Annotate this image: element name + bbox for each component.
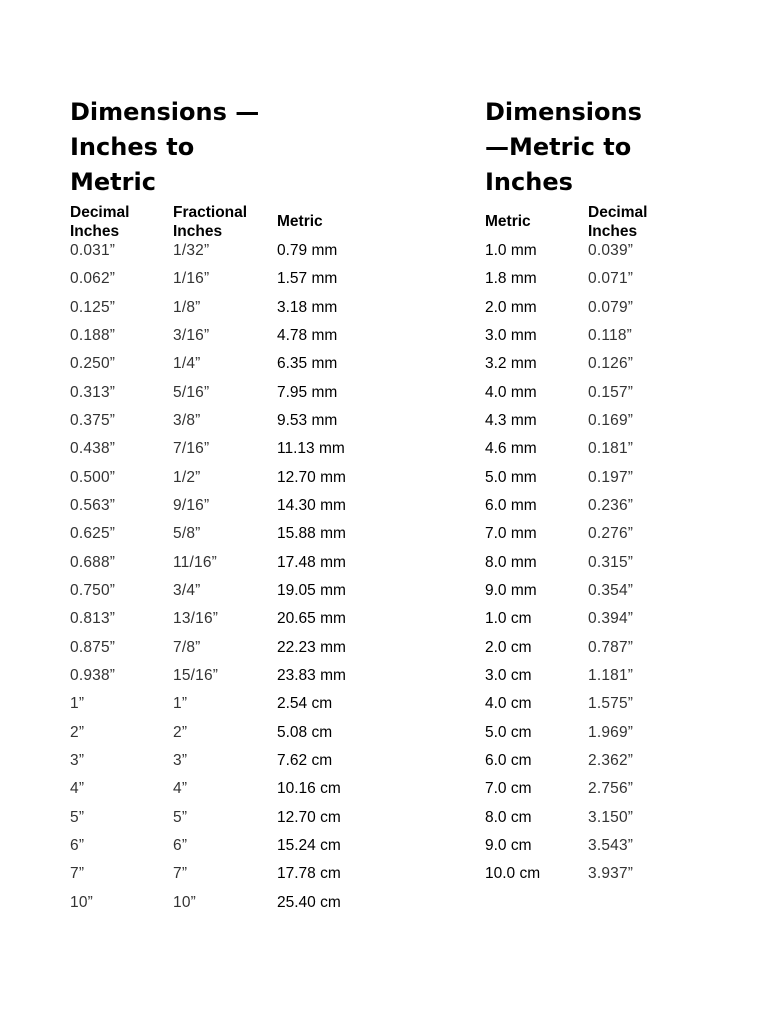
decimal-inches-cell: 0.118” [588, 326, 632, 344]
table-row [70, 667, 400, 695]
metric-cell: 8.0 cm [485, 808, 532, 826]
fractional-inches-cell: 3/8” [173, 411, 201, 429]
metric-cell: 15.24 cm [277, 836, 341, 854]
table-row [485, 752, 745, 780]
decimal-inches-cell: 0.197” [588, 468, 634, 486]
decimal-inches-cell: 5” [70, 808, 85, 826]
fractional-inches-cell: 5/16” [173, 383, 210, 401]
table-row [70, 639, 400, 667]
metric-cell: 3.0 cm [485, 666, 532, 684]
decimal-inches-cell: 0.875” [70, 638, 116, 656]
fractional-inches-cell: 4” [173, 780, 188, 798]
decimal-inches-cell: 7” [70, 865, 85, 883]
fractional-inches-cell: 1/16” [173, 270, 210, 288]
table-row [485, 667, 745, 695]
metric-cell: 4.6 mm [485, 440, 537, 458]
fractional-inches-cell: 3/16” [173, 326, 210, 344]
fractional-inches-cell: 2” [173, 723, 188, 741]
table-row [70, 610, 400, 638]
decimal-inches-cell: 1.181” [588, 666, 634, 684]
metric-cell: 17.48 mm [277, 553, 346, 571]
table-row [70, 724, 400, 752]
table-row [70, 299, 400, 327]
decimal-inches-cell: 2” [70, 723, 85, 741]
metric-cell: 3.18 mm [277, 298, 338, 316]
metric-to-inches-section [485, 95, 745, 894]
header-line: Inches [70, 223, 120, 240]
metric-cell: 10.16 cm [277, 780, 341, 798]
decimal-inches-cell: 0.375” [70, 411, 116, 429]
table-row [70, 469, 400, 497]
table-row [485, 242, 745, 270]
table-row [485, 525, 745, 553]
inches-to-metric-title [70, 95, 330, 200]
fractional-inches-cell: 7/8” [173, 638, 201, 656]
decimal-inches-cell: 3.937” [588, 865, 634, 883]
table-row [485, 809, 745, 837]
column-header-decimal-inches [70, 203, 129, 241]
decimal-inches-cell: 0.354” [588, 581, 634, 599]
decimal-inches-cell: 0.062” [70, 270, 116, 288]
decimal-inches-cell: 0.787” [588, 638, 634, 656]
metric-cell: 25.40 cm [277, 893, 341, 911]
fractional-inches-cell: 13/16” [173, 610, 219, 628]
table-row [70, 554, 400, 582]
decimal-inches-cell: 1” [70, 695, 85, 713]
metric-cell: 22.23 mm [277, 638, 346, 656]
decimal-inches-cell: 0.079” [588, 298, 634, 316]
metric-cell: 5.0 mm [485, 468, 537, 486]
table-row [485, 724, 745, 752]
header-line: Fractional [173, 204, 248, 221]
decimal-inches-cell: 0.315” [588, 553, 634, 571]
table-row [70, 780, 400, 808]
metric-cell: 17.78 cm [277, 865, 341, 883]
fractional-inches-cell: 7” [173, 865, 188, 883]
inches-to-metric-rows [70, 242, 400, 922]
metric-cell: 1.8 mm [485, 270, 537, 288]
decimal-inches-cell: 0.031” [70, 242, 116, 259]
fractional-inches-cell: 15/16” [173, 666, 219, 684]
metric-cell: 9.0 mm [485, 581, 537, 599]
metric-cell: 10.0 cm [485, 865, 541, 883]
decimal-inches-cell: 0.563” [70, 496, 116, 514]
metric-cell: 3.2 mm [485, 355, 537, 373]
table-row [485, 837, 745, 865]
metric-cell: 4.78 mm [277, 326, 338, 344]
table-row [485, 582, 745, 610]
fractional-inches-cell: 3/4” [173, 581, 201, 599]
table-row [70, 582, 400, 610]
decimal-inches-cell: 0.276” [588, 525, 634, 543]
decimal-inches-cell: 3.150” [588, 808, 634, 826]
decimal-inches-cell: 0.188” [70, 326, 116, 344]
header-line: Decimal [70, 204, 130, 221]
decimal-inches-cell: 0.126” [588, 355, 634, 373]
table-row [485, 299, 745, 327]
fractional-inches-cell: 9/16” [173, 496, 210, 514]
decimal-inches-cell: 0.181” [588, 440, 634, 458]
decimal-inches-cell: 0.625” [70, 525, 116, 543]
title-line: Metric [70, 168, 156, 196]
header-line: Inches [173, 223, 223, 240]
metric-cell: 1.0 cm [485, 610, 532, 628]
metric-cell: 2.0 mm [485, 298, 537, 316]
decimal-inches-cell: 2.756” [588, 780, 634, 798]
metric-cell: 7.62 cm [277, 751, 333, 769]
table-row [485, 469, 745, 497]
header-line: Inches [588, 223, 638, 240]
metric-cell: 1.0 mm [485, 242, 537, 259]
metric-cell: 7.0 mm [485, 525, 537, 543]
fractional-inches-cell: 1/2” [173, 468, 201, 486]
table-row [70, 384, 400, 412]
fractional-inches-cell: 5” [173, 808, 188, 826]
metric-cell: 8.0 mm [485, 553, 537, 571]
title-line: Inches to [70, 133, 195, 161]
table-header [485, 200, 745, 242]
table-row [70, 809, 400, 837]
decimal-inches-cell: 10” [70, 893, 94, 911]
fractional-inches-cell: 11/16” [173, 553, 217, 571]
fractional-inches-cell: 1” [173, 695, 188, 713]
fractional-inches-cell: 1/32” [173, 242, 210, 259]
table-row [70, 497, 400, 525]
metric-cell: 4.0 cm [485, 695, 532, 713]
inches-to-metric-section [70, 95, 400, 922]
metric-cell: 4.3 mm [485, 411, 537, 429]
table-row [485, 610, 745, 638]
table-row [70, 865, 400, 893]
table-row [70, 525, 400, 553]
table-row [485, 327, 745, 355]
table-row [485, 412, 745, 440]
metric-cell: 15.88 mm [277, 525, 346, 543]
metric-cell: 12.70 cm [277, 808, 341, 826]
table-row [70, 242, 400, 270]
table-row [485, 780, 745, 808]
metric-cell: 11.13 mm [277, 440, 345, 458]
table-row [485, 865, 745, 893]
metric-cell: 6.0 cm [485, 751, 532, 769]
table-row [485, 440, 745, 468]
table-row [485, 355, 745, 383]
title-line: Dimensions [485, 98, 642, 126]
fractional-inches-cell: 6” [173, 836, 188, 854]
metric-cell: 20.65 mm [277, 610, 346, 628]
fractional-inches-cell: 1/8” [173, 298, 201, 316]
title-line: —Metric to [485, 133, 632, 161]
decimal-inches-cell: 0.236” [588, 496, 634, 514]
table-row [70, 695, 400, 723]
table-row [485, 639, 745, 667]
decimal-inches-cell: 1.575” [588, 695, 634, 713]
metric-cell: 7.0 cm [485, 780, 532, 798]
fractional-inches-cell: 10” [173, 893, 197, 911]
decimal-inches-cell: 6” [70, 836, 85, 854]
metric-cell: 2.54 cm [277, 695, 333, 713]
decimal-inches-cell: 0.250” [70, 355, 116, 373]
table-row [485, 270, 745, 298]
metric-cell: 3.0 mm [485, 326, 537, 344]
metric-cell: 5.08 cm [277, 723, 333, 741]
metric-cell: 5.0 cm [485, 723, 532, 741]
decimal-inches-cell: 0.071” [588, 270, 634, 288]
fractional-inches-cell: 3” [173, 751, 188, 769]
metric-cell: 9.0 cm [485, 836, 532, 854]
table-row [70, 752, 400, 780]
table-row [70, 327, 400, 355]
decimal-inches-cell: 0.938” [70, 666, 116, 684]
metric-cell: 4.0 mm [485, 383, 537, 401]
decimal-inches-cell: 0.169” [588, 411, 634, 429]
table-row [70, 355, 400, 383]
decimal-inches-cell: 4” [70, 780, 85, 798]
metric-cell: 7.95 mm [277, 383, 338, 401]
fractional-inches-cell: 1/4” [173, 355, 201, 373]
decimal-inches-cell: 0.813” [70, 610, 116, 628]
decimal-inches-cell: 0.313” [70, 383, 116, 401]
metric-cell: 23.83 mm [277, 666, 346, 684]
metric-to-inches-rows [485, 242, 745, 894]
table-row [485, 554, 745, 582]
decimal-inches-cell: 0.500” [70, 468, 116, 486]
metric-to-inches-title [485, 95, 745, 200]
decimal-inches-cell: 1.969” [588, 723, 634, 741]
decimal-inches-cell: 3” [70, 751, 85, 769]
fractional-inches-cell: 5/8” [173, 525, 201, 543]
title-line: Inches [485, 168, 573, 196]
decimal-inches-cell: 2.362” [588, 751, 634, 769]
decimal-inches-cell: 0.125” [70, 298, 116, 316]
decimal-inches-cell: 0.039” [588, 242, 634, 259]
metric-cell: 14.30 mm [277, 496, 346, 514]
table-row [70, 837, 400, 865]
metric-cell: 2.0 cm [485, 638, 532, 656]
metric-cell: 6.0 mm [485, 496, 537, 514]
fractional-inches-cell: 7/16” [173, 440, 210, 458]
decimal-inches-cell: 0.394” [588, 610, 634, 628]
table-row [70, 440, 400, 468]
metric-cell: 9.53 mm [277, 411, 338, 429]
decimal-inches-cell: 0.688” [70, 553, 116, 571]
table-row [70, 270, 400, 298]
metric-cell: 19.05 mm [277, 581, 346, 599]
column-header-metric: Metric [485, 213, 531, 230]
column-header-decimal-inches [588, 203, 647, 241]
metric-cell: 12.70 mm [277, 468, 346, 486]
decimal-inches-cell: 0.750” [70, 581, 116, 599]
header-line: Decimal [588, 204, 648, 221]
table-row [485, 497, 745, 525]
column-header-fractional-inches [173, 203, 247, 241]
column-header-metric: Metric [277, 213, 323, 230]
metric-cell: 6.35 mm [277, 355, 338, 373]
table-row [485, 384, 745, 412]
table-header [70, 200, 400, 242]
decimal-inches-cell: 0.157” [588, 383, 634, 401]
decimal-inches-cell: 3.543” [588, 836, 634, 854]
metric-cell: 1.57 mm [277, 270, 338, 288]
title-line: Dimensions — [70, 98, 260, 126]
decimal-inches-cell: 0.438” [70, 440, 116, 458]
table-row [70, 894, 400, 922]
metric-cell: 0.79 mm [277, 242, 338, 259]
table-row [485, 695, 745, 723]
table-row [70, 412, 400, 440]
